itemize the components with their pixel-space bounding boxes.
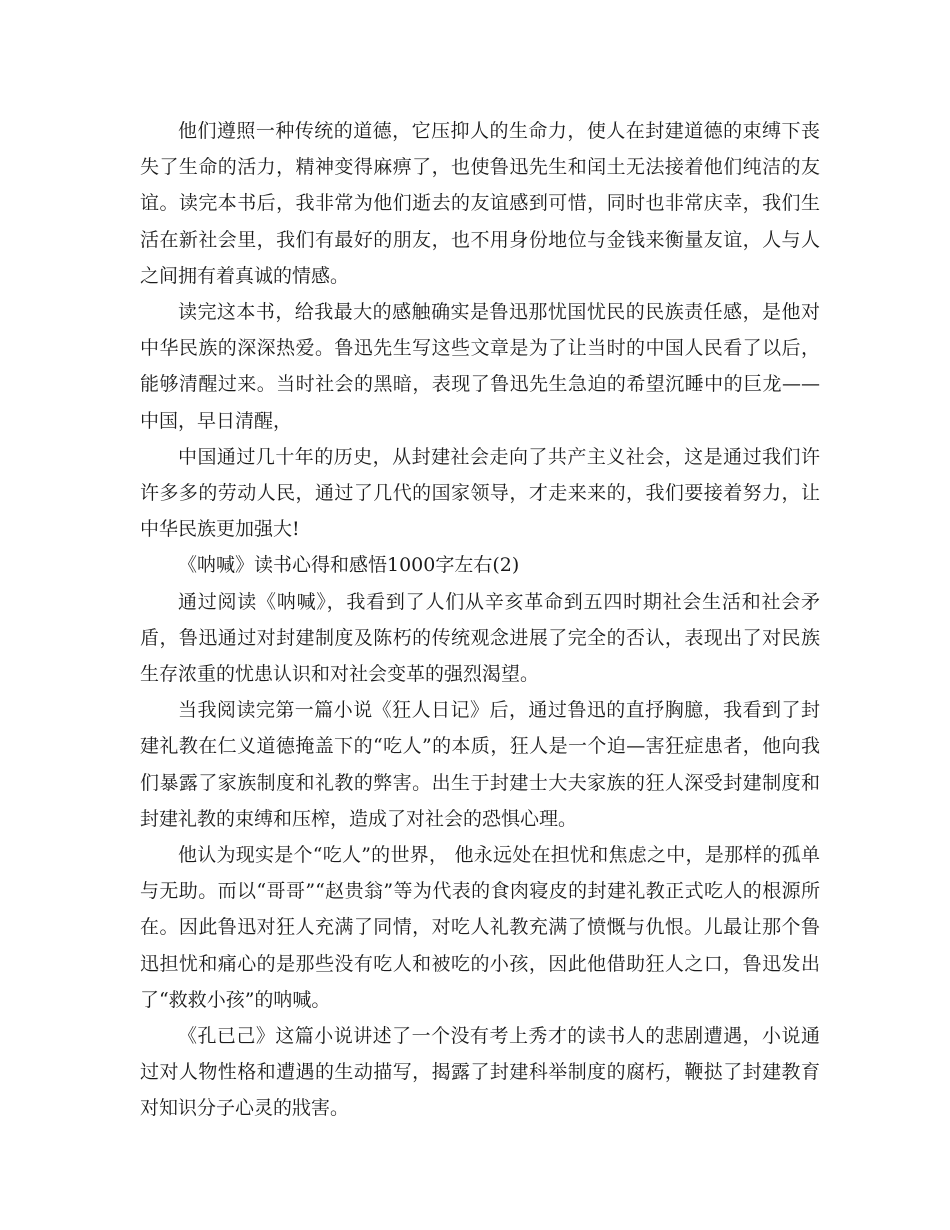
paragraph-responsibility: 读完这本书，给我最大的感触确实是鲁迅那忧国忧民的民族责任感，是他对中华民族的深深热爱。鲁迅先生写这些文章是为了让当时的中国人民看了以后，能够清醒过来。当时社会的黑暗，表现了鲁迅先生急迫的希望沉睡中的巨龙——中国，早日清醒， [140, 301, 820, 432]
paragraph-cannibal-world: 他认为现实是个“吃人”的世界， 他永远处在担忧和焦虑之中，是那样的孤单与无助。而以“哥哥”“赵贵翁”等为代表的食肉寝皮的封建礼教正式吃人的根源所在。因此鲁迅对狂人充满了同情，对吃人礼教充满了愤慨与仇恨。儿最让那个鲁迅担忧和痛心的是那些没有吃人和被吃的小孩，因此他借助狂人之口，鲁迅发出了“救救小孩”的呐喊。 [140, 844, 820, 1011]
paragraph-kong-yiji: 《孔已己》这篇小说讲述了一个没有考上秀才的读书人的悲剧遭遇，小说通过对人物性格和遭遇的生动描写，揭露了封建科举制度的腐朽，鞭挞了封建教育对知识分子心灵的戕害。 [140, 1025, 820, 1120]
paragraph-madman-diary: 当我阅读完第一篇小说《狂人日记》后，通过鲁迅的直抒胸臆，我看到了封建礼教在仁义道德掩盖下的“吃人”的本质，狂人是一个迫—害狂症患者，他向我们暴露了家族制度和礼教的弊害。出生于封建士大夫家族的狂人深受封建制度和封建礼教的束缚和压榨，造成了对社会的恐惧心理。 [140, 699, 820, 830]
document-body [140, 113, 820, 1127]
section-heading: 《呐喊》读书心得和感悟1000字左右(2) [178, 554, 520, 577]
paragraph-nahan-intro: 通过阅读《呐喊》，我看到了人们从辛亥革命到五四时期社会生活和社会矛盾，鲁迅通过对封建制度及陈朽的传统观念进展了完全的否认，表现出了对民族生存浓重的忧患认识和对社会变革的强烈渴望。 [140, 590, 820, 686]
paragraph-history: 中国通过几十年的历史，从封建社会走向了共产主义社会，这是通过我们许许多多的劳动人民，通过了几代的国家领导，才走来来的，我们要接着努力，让中华民族更加强大! [140, 445, 820, 541]
paragraph-friendship: 他们遵照一种传统的道德，它压抑人的生命力，使人在封建道德的束缚下丧失了生命的活力，精神变得麻痹了，也使鲁迅先生和闰土无法接着他们纯洁的友谊。读完本书后，我非常为他们逝去的友谊感到可惜，同时也非常庆幸，我们生活在新社会里，我们有最好的朋友，也不用身份地位与金钱来衡量友谊，人与人之间拥有着真诚的情感。 [140, 120, 820, 287]
